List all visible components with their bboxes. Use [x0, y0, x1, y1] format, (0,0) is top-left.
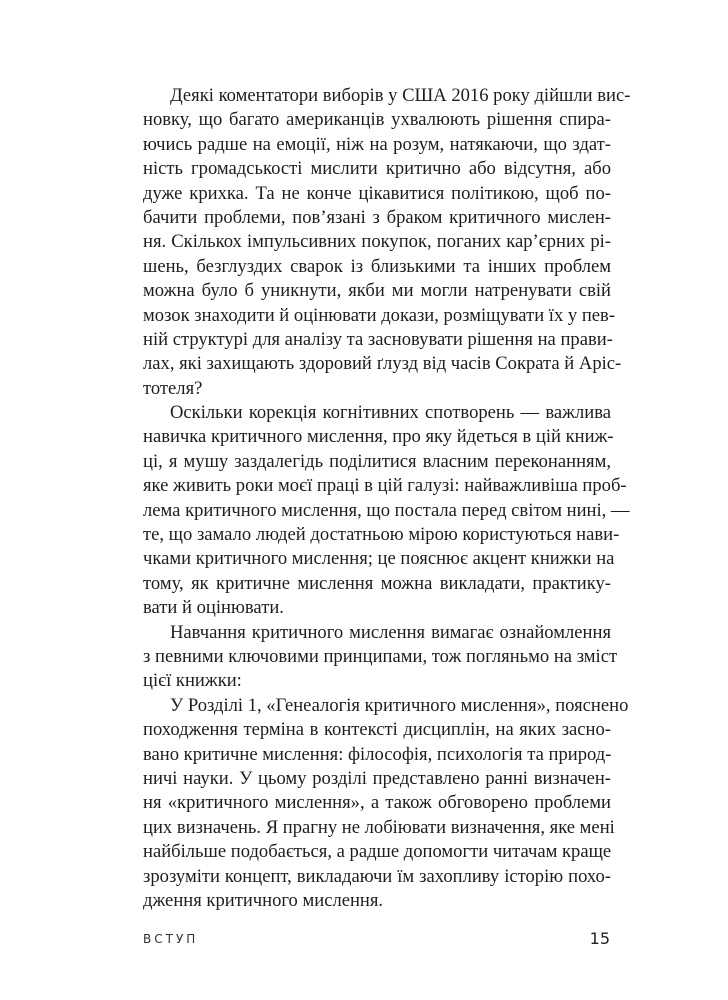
paragraph — [143, 621, 618, 694]
text-line: яке живить роки моєї праці в цій галузі: найважливіша проб- — [143, 475, 627, 497]
text-line: ці, я мушу заздалегідь поділитися власним переконанням, — [143, 450, 611, 472]
text-line: з певними ключовими принципами, тож погляньмо на зміст — [143, 645, 618, 667]
text-line: ність громадськості мислити критично або відсутня, або — [143, 158, 611, 180]
text-line: бачити проблеми, пов’язані з браком критичного мислен- — [143, 206, 611, 228]
text-line: походження терміна в контексті дисциплін, на яких засно- — [143, 719, 611, 741]
paragraph — [143, 694, 629, 914]
paragraph — [143, 401, 630, 621]
text-line: Навчання критичного мислення вимагає ознайомлення — [170, 621, 611, 643]
text-line: шень, безглуздих сварок із близькими та інших проблем — [143, 255, 611, 277]
text-line: мозок знаходити й оцінювати докази, розміщувати їх у пев- — [143, 304, 616, 326]
text-line: вати й оцінювати. — [143, 597, 284, 619]
text-line: лема критичного мислення, що постала перед світом нині, — — [143, 499, 630, 521]
text-line: новку, що багато американців ухвалюють рішення спира- — [143, 109, 611, 131]
body-text — [143, 84, 631, 913]
text-line: У Розділі 1, «Генеалогія критичного мислення», пояснено — [170, 694, 629, 716]
text-line: цих визначень. Я прагну не лобіювати визначення, яке мені — [143, 816, 615, 838]
text-line: Деякі коментатори виборів у США 2016 року дійшли вис- — [170, 85, 631, 106]
paragraph — [143, 84, 631, 401]
page-number: 15 — [589, 929, 610, 948]
text-line: дуже крихка. Та не конче цікавитися політикою, щоб по- — [143, 182, 611, 204]
text-line: навичка критичного мислення, про яку йдеться в цій книж- — [143, 426, 614, 448]
text-line: ній структурі для аналізу та засновувати рішення на прави- — [143, 328, 613, 350]
text-line: дження критичного мислення. — [143, 889, 384, 911]
text-line: ючись радше на емоції, ніж на розум, натякаючи, що здат- — [143, 133, 611, 155]
text-line: ня «критичного мислення», а також обговорено проблеми — [143, 792, 611, 814]
text-line: чками критичного мислення; це пояснює акцент книжки на — [143, 548, 615, 570]
text-line: цієї книжки: — [143, 670, 242, 692]
text-line: те, що замало людей достатньою мірою користуються нави- — [143, 524, 620, 546]
text-line: найбільше подобається, а радше допомогти читачам краще — [143, 841, 612, 863]
text-line: вано критичне мислення: філософія, психологія та природ- — [143, 743, 612, 765]
text-line: тотеля? — [143, 377, 203, 399]
text-line: можна було б уникнути, якби ми могли натренувати свій — [143, 280, 611, 302]
text-line: ня. Скількох імпульсивних покупок, поганих кар’єрних рі- — [143, 231, 611, 253]
text-line: зрозуміти концепт, викладаючи їм захопливу історію похо- — [143, 865, 611, 887]
text-line: Оскільки корекція когнітивних спотворень — важлива — [170, 402, 611, 424]
running-footer-section: ВСТУП — [143, 932, 199, 946]
text-line: тому, як критичне мислення можна викладати, практику- — [143, 572, 611, 594]
text-line: ничі науки. У цьому розділі представлено ранні визначен- — [143, 767, 611, 789]
text-line: лах, які захищають здоровий ґлузд від часів Сократа й Аріс- — [143, 353, 622, 375]
